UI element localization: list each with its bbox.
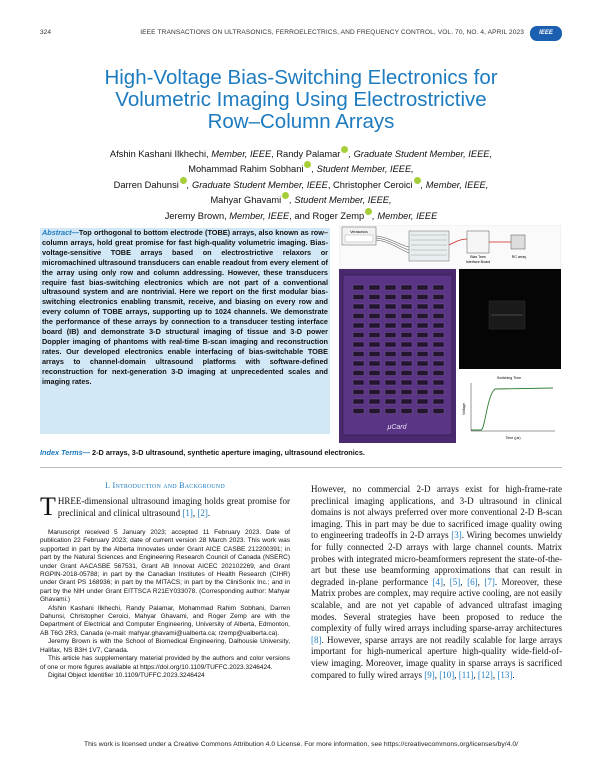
pcb-chip — [369, 390, 380, 395]
abstract-box — [40, 228, 330, 434]
pcb-chip — [417, 314, 428, 319]
pcb-chip — [369, 333, 380, 338]
pcb-chip — [385, 314, 396, 319]
author-name: Darren Dahunsi — [113, 179, 179, 190]
pcb-chip — [385, 342, 396, 347]
pcb-chip — [433, 371, 444, 376]
pcb-chip — [401, 304, 412, 309]
intro-paragraph: THREE-dimensional ultrasound imaging holds great promise for preclinical and clinical ultrasound [1], [2]. — [40, 492, 290, 521]
pcb-chip — [401, 285, 412, 290]
citation-link[interactable]: [4] — [432, 576, 444, 587]
pcb-chip — [417, 361, 428, 366]
pcb-chip — [369, 371, 380, 376]
pcb-chip — [417, 380, 428, 385]
pcb-chip — [401, 371, 412, 376]
author-role: , Member, IEEE — [372, 210, 438, 221]
pcb-chip — [353, 314, 364, 319]
pcb-chip — [417, 342, 428, 347]
license-footer: This work is licensed under a Creative Commons Attribution 4.0 License. For more information, see https://creativecommons.org/licenses/by/4.0/ — [83, 741, 519, 748]
pcb-chip — [401, 361, 412, 366]
plot-x-label: Time (μs) — [505, 436, 521, 440]
pcb-chip — [401, 390, 412, 395]
pcb-chip — [353, 390, 364, 395]
pcb-chip — [353, 371, 364, 376]
citation-link[interactable]: [13] — [497, 669, 513, 680]
pcb-chip — [369, 323, 380, 328]
pcb-chip — [385, 371, 396, 376]
pcb-chip — [433, 314, 444, 319]
running-header — [40, 26, 562, 40]
author-role: , Member, IEEE, — [420, 179, 489, 190]
pcb-chip — [401, 352, 412, 357]
footnote-brown: Jeremy Brown is with the School of Biomedical Engineering, Dalhousie University, Halifax, NS B3H 1V7, Canada. — [40, 638, 290, 654]
pcb-chip — [417, 295, 428, 300]
footnotes — [40, 529, 290, 680]
pcb-chip — [385, 295, 396, 300]
author-role: , Student Member, IEEE, — [311, 164, 414, 175]
pcb-chip — [433, 323, 444, 328]
pcb-chip — [353, 409, 364, 414]
journal-name: IEEE TRANSACTIONS ON ULTRASONICS, FERROELECTRICS, AND FREQUENCY CONTROL, VOL. 70, NO. 4, APRIL 2023 — [140, 29, 524, 36]
pcb-chip — [433, 380, 444, 385]
pcb-chip — [433, 409, 444, 414]
abstract-body: Top orthogonal to bottom electrode (TOBE) arrays, also known as row–column arrays, hold great promise for fast high-quality volumetric imaging. Bias-voltage-sensitive TOBE arrays based on electrostrictive relaxors or micromachined ultrasound transducers can enable readout from every element of the array using only row and column addressing. However, these transducers require fast bias-switching electronics which are not part of a conventional ultrasound system and are nontrivial. Here we report on the first modular bias-switching electronics enabling transmit, receive, and biasing on every row and every column of TOBE arrays, supporting up to 1024 channels. We demonstrate the performance of these arrays by connection to a transducer testing interface board (IB) and demonstrate 3-D structural imaging of tissue and 3-D power Doppler imaging of phantoms with real-time B-scan imaging and reconstruction rates. Our developed electronics enable interfacing of bias-switchable TOBE arrays to channel-domain ultrasound platforms with software-defined reconstruction for next-generation 3-D imaging at unprecedented scales and imaging rates. — [42, 228, 328, 386]
section-numeral: I. — [105, 481, 113, 490]
index-terms-label: Index Terms— — [40, 448, 91, 457]
pcb-chip — [401, 295, 412, 300]
section-heading — [40, 481, 290, 490]
pcb-chip — [401, 409, 412, 414]
pcb-chip — [369, 409, 380, 414]
author-role: , Graduate Student Member, IEEE — [186, 179, 328, 190]
citation-link[interactable]: [8] — [311, 634, 322, 645]
citation-link[interactable]: [1] — [182, 507, 193, 518]
footnote-doi: Digital Object Identifier 10.1109/TUFFC.2023.3246424 — [48, 671, 205, 679]
author-name: , Randy Palamar — [271, 149, 341, 160]
footnote-affiliations: Afshin Kashani Ilkhechi, Randy Palamar, Mohammad Rahim Sobhani, Darren Dahunsi, Christopher Ceroici, Mahyar Ghavami, and Roger Zemp are with the Department of Electrical and Computer Engineering, University of Alberta, Edmonton, AB T6G 2R3, Canada (e-mail: mahyar.ghavami@ualberta.ca; rzemp@ualberta.ca). — [40, 604, 290, 637]
pcb-chip — [417, 399, 428, 404]
pcb-chip — [353, 323, 364, 328]
author-name: Mahyar Ghavami — [210, 195, 282, 206]
title-line-1: High-Voltage Bias-Switching Electronics for — [104, 66, 498, 89]
pcb-chip — [401, 399, 412, 404]
section-title: Introduction and Background — [112, 481, 225, 490]
author-name: Mohammad Rahim Sobhani — [188, 164, 304, 175]
interface-board-box — [467, 231, 489, 253]
switching-plot — [459, 371, 561, 443]
pcb-chip — [401, 323, 412, 328]
pcb-chip — [369, 361, 380, 366]
drop-cap: T — [40, 492, 56, 521]
footnote-manuscript: Manuscript received 5 January 2023; accepted 11 February 2023. Date of publication 22 February 2023; date of current version 28 March 2023. This work was supported in part by the Alberta Innovates under Grant AICE CASBE 212200391; in part by the Natural Sciences and Engineering Research Council of Canada (NSERC) under Grant AACASBE 567531, Grant AB Innovat AICEC 202102269, and Grant RGPIN-2018-05788; in part by the Canadian Institutes of Health Research (CIHR) under Grant PS 168936; in part by the MITACS; in part by the CliniSonix Inc.; and in part by the NIH under Grant EITTSCA R21EY033078. (Corresponding author: Mahyar Ghavami.) — [40, 529, 290, 604]
author-role: , Graduate Student Member, IEEE, — [348, 149, 493, 160]
pcb-chip — [433, 333, 444, 338]
citation-link[interactable]: [11] — [458, 669, 474, 680]
author-line-4 — [40, 192, 562, 207]
title-line-2: Volumetric Imaging Using Electrostrictive — [115, 88, 487, 111]
orcid-icon[interactable] — [414, 177, 421, 184]
system-screen — [345, 235, 373, 242]
page-number: 324 — [40, 29, 52, 36]
author-role: Member, IEEE — [208, 149, 272, 160]
index-terms-text: 2-D arrays, 3-D ultrasound, synthetic aperture imaging, ultrasound electronics. — [90, 448, 365, 457]
author-line-2 — [40, 161, 562, 176]
pcb-chip — [417, 285, 428, 290]
abstract-label: Abstract— — [42, 228, 79, 237]
pcb-chip — [385, 399, 396, 404]
citation-link[interactable]: [6] — [467, 576, 478, 587]
pcb-chip — [353, 361, 364, 366]
pcb-chip — [433, 399, 444, 404]
title-line-3: Row–Column Arrays — [207, 110, 395, 133]
pcb-chip — [385, 285, 396, 290]
pcb-chip — [369, 314, 380, 319]
pcb-chip — [433, 304, 444, 309]
plot-title: Switching Time — [496, 376, 522, 380]
pcb-chip — [433, 361, 444, 366]
author-name: , Christopher Ceroici — [327, 179, 413, 190]
citation-link[interactable]: [12] — [477, 669, 493, 680]
author-role: Member, IEEE — [226, 210, 290, 221]
section-rule — [40, 467, 562, 468]
pcb-chip — [353, 399, 364, 404]
pcb-chip — [433, 390, 444, 395]
citation-link[interactable]: [3] — [451, 530, 462, 541]
citation-link[interactable]: [10] — [439, 669, 455, 680]
verasonics-label: Verasonics — [350, 230, 368, 234]
board-label: μCard — [387, 424, 407, 431]
citation-link[interactable]: [7] — [484, 576, 495, 587]
pcb-chip — [369, 380, 380, 385]
pcb-chip — [385, 361, 396, 366]
paper-title — [40, 67, 562, 133]
author-name: , and Roger Zemp — [289, 210, 365, 221]
pcb-chip — [353, 352, 364, 357]
pcb-chip — [417, 333, 428, 338]
plot-y-label: Voltage — [462, 403, 466, 415]
ieee-logo: IEEE — [530, 26, 562, 41]
author-list — [40, 146, 562, 223]
author-line-5 — [40, 208, 562, 223]
rc-array-label: RC array — [511, 255, 527, 259]
right-column-paragraph: However, no commercial 2-D arrays exist for high-frame-rate preclinical imaging applications, and 3-D ultrasound in clinical domains is not always preferred over more conventional 2-D B-scan imaging. This in part may be due to sacrificed image quality owing to engineering tradeoffs in 2-D arrays [3]. Wiring becomes unwieldy for fully connected 2-D arrays with large channel counts. Matrix probes with integrated micro-beamformers represent the state-of-the-art but these use beamforming approximations that can result in degraded in-plane performance [4], [5], [6], [7]. Moreover, these Matrix probes are complex, may require active cooling, are not easily scalable, and are not yet capable of advanced ultrafast imaging modes. Several strategies have been proposed to reduce the complexity of fully wired arrays including sparse-array architectures [8]. However, sparse arrays are not readily scalable for large arrays important for high-numerical aperture high-quality wide-field-of-view imaging. Moreover, image quality in sparse arrays is sacrificed compared to fully wired arrays [9], [10], [11], [12], [13]. — [311, 484, 563, 680]
pcb-chip — [369, 295, 380, 300]
pcb-chip — [433, 285, 444, 290]
pcb-chip — [401, 314, 412, 319]
pcb-chip — [417, 390, 428, 395]
pcb-chip — [369, 352, 380, 357]
pcb-chip — [385, 304, 396, 309]
pcb-chip — [369, 342, 380, 347]
pcb-chip — [385, 323, 396, 328]
footnote-supplementary: This article has supplementary material provided by the authors and color versions of one or more figures available at https://doi.org/10.1109/TUFFC.2023.3246424. — [40, 655, 290, 671]
pcb-chip — [385, 409, 396, 414]
pcb-chip — [417, 371, 428, 376]
pcb-chip — [353, 342, 364, 347]
pcb-chip — [417, 409, 428, 414]
author-role: , Student Member, IEEE, — [289, 195, 392, 206]
pcb-chip — [353, 380, 364, 385]
pcb-chip — [353, 333, 364, 338]
bias-tee-boards — [409, 231, 449, 261]
pcb-chip — [369, 285, 380, 290]
orcid-icon[interactable] — [180, 177, 187, 184]
author-name: Afshin Kashani Ilkhechi, — [109, 149, 209, 160]
pcb-chip — [433, 295, 444, 300]
pcb-chip — [353, 285, 364, 290]
rc-array-box — [511, 235, 525, 249]
pcb-chip — [417, 323, 428, 328]
pcb-chip — [417, 304, 428, 309]
citation-link[interactable]: [2] — [197, 507, 208, 518]
citation-link[interactable]: [5] — [449, 576, 461, 587]
pcb-chip — [417, 352, 428, 357]
pcb-chip — [401, 342, 412, 347]
pcb-chip — [385, 390, 396, 395]
pcb-chip — [401, 333, 412, 338]
pcb-chip — [385, 380, 396, 385]
pcb-chip — [369, 304, 380, 309]
pcb-chip — [433, 352, 444, 357]
citation-link[interactable]: [9] — [424, 669, 435, 680]
pcb-chip — [353, 295, 364, 300]
author-line-3 — [40, 177, 562, 192]
author-name: Jeremy Brown, — [164, 210, 227, 221]
pcb-chip — [369, 399, 380, 404]
interface-board-label: Interface Board — [465, 260, 491, 264]
pcb-chip — [401, 380, 412, 385]
pcb-chip — [433, 342, 444, 347]
index-terms — [40, 448, 562, 457]
author-line-1 — [40, 146, 562, 161]
intro-text: HREE-dimensional ultrasound imaging holds great promise for preclinical and clinical ultrasound — [57, 496, 290, 518]
graphical-abstract-figure — [339, 225, 561, 443]
pcb-chip — [385, 333, 396, 338]
pcb-chip — [353, 304, 364, 309]
bias-tees-label: Bias Tees — [470, 255, 486, 259]
pcb-chip — [385, 352, 396, 357]
abstract-text — [42, 228, 328, 387]
